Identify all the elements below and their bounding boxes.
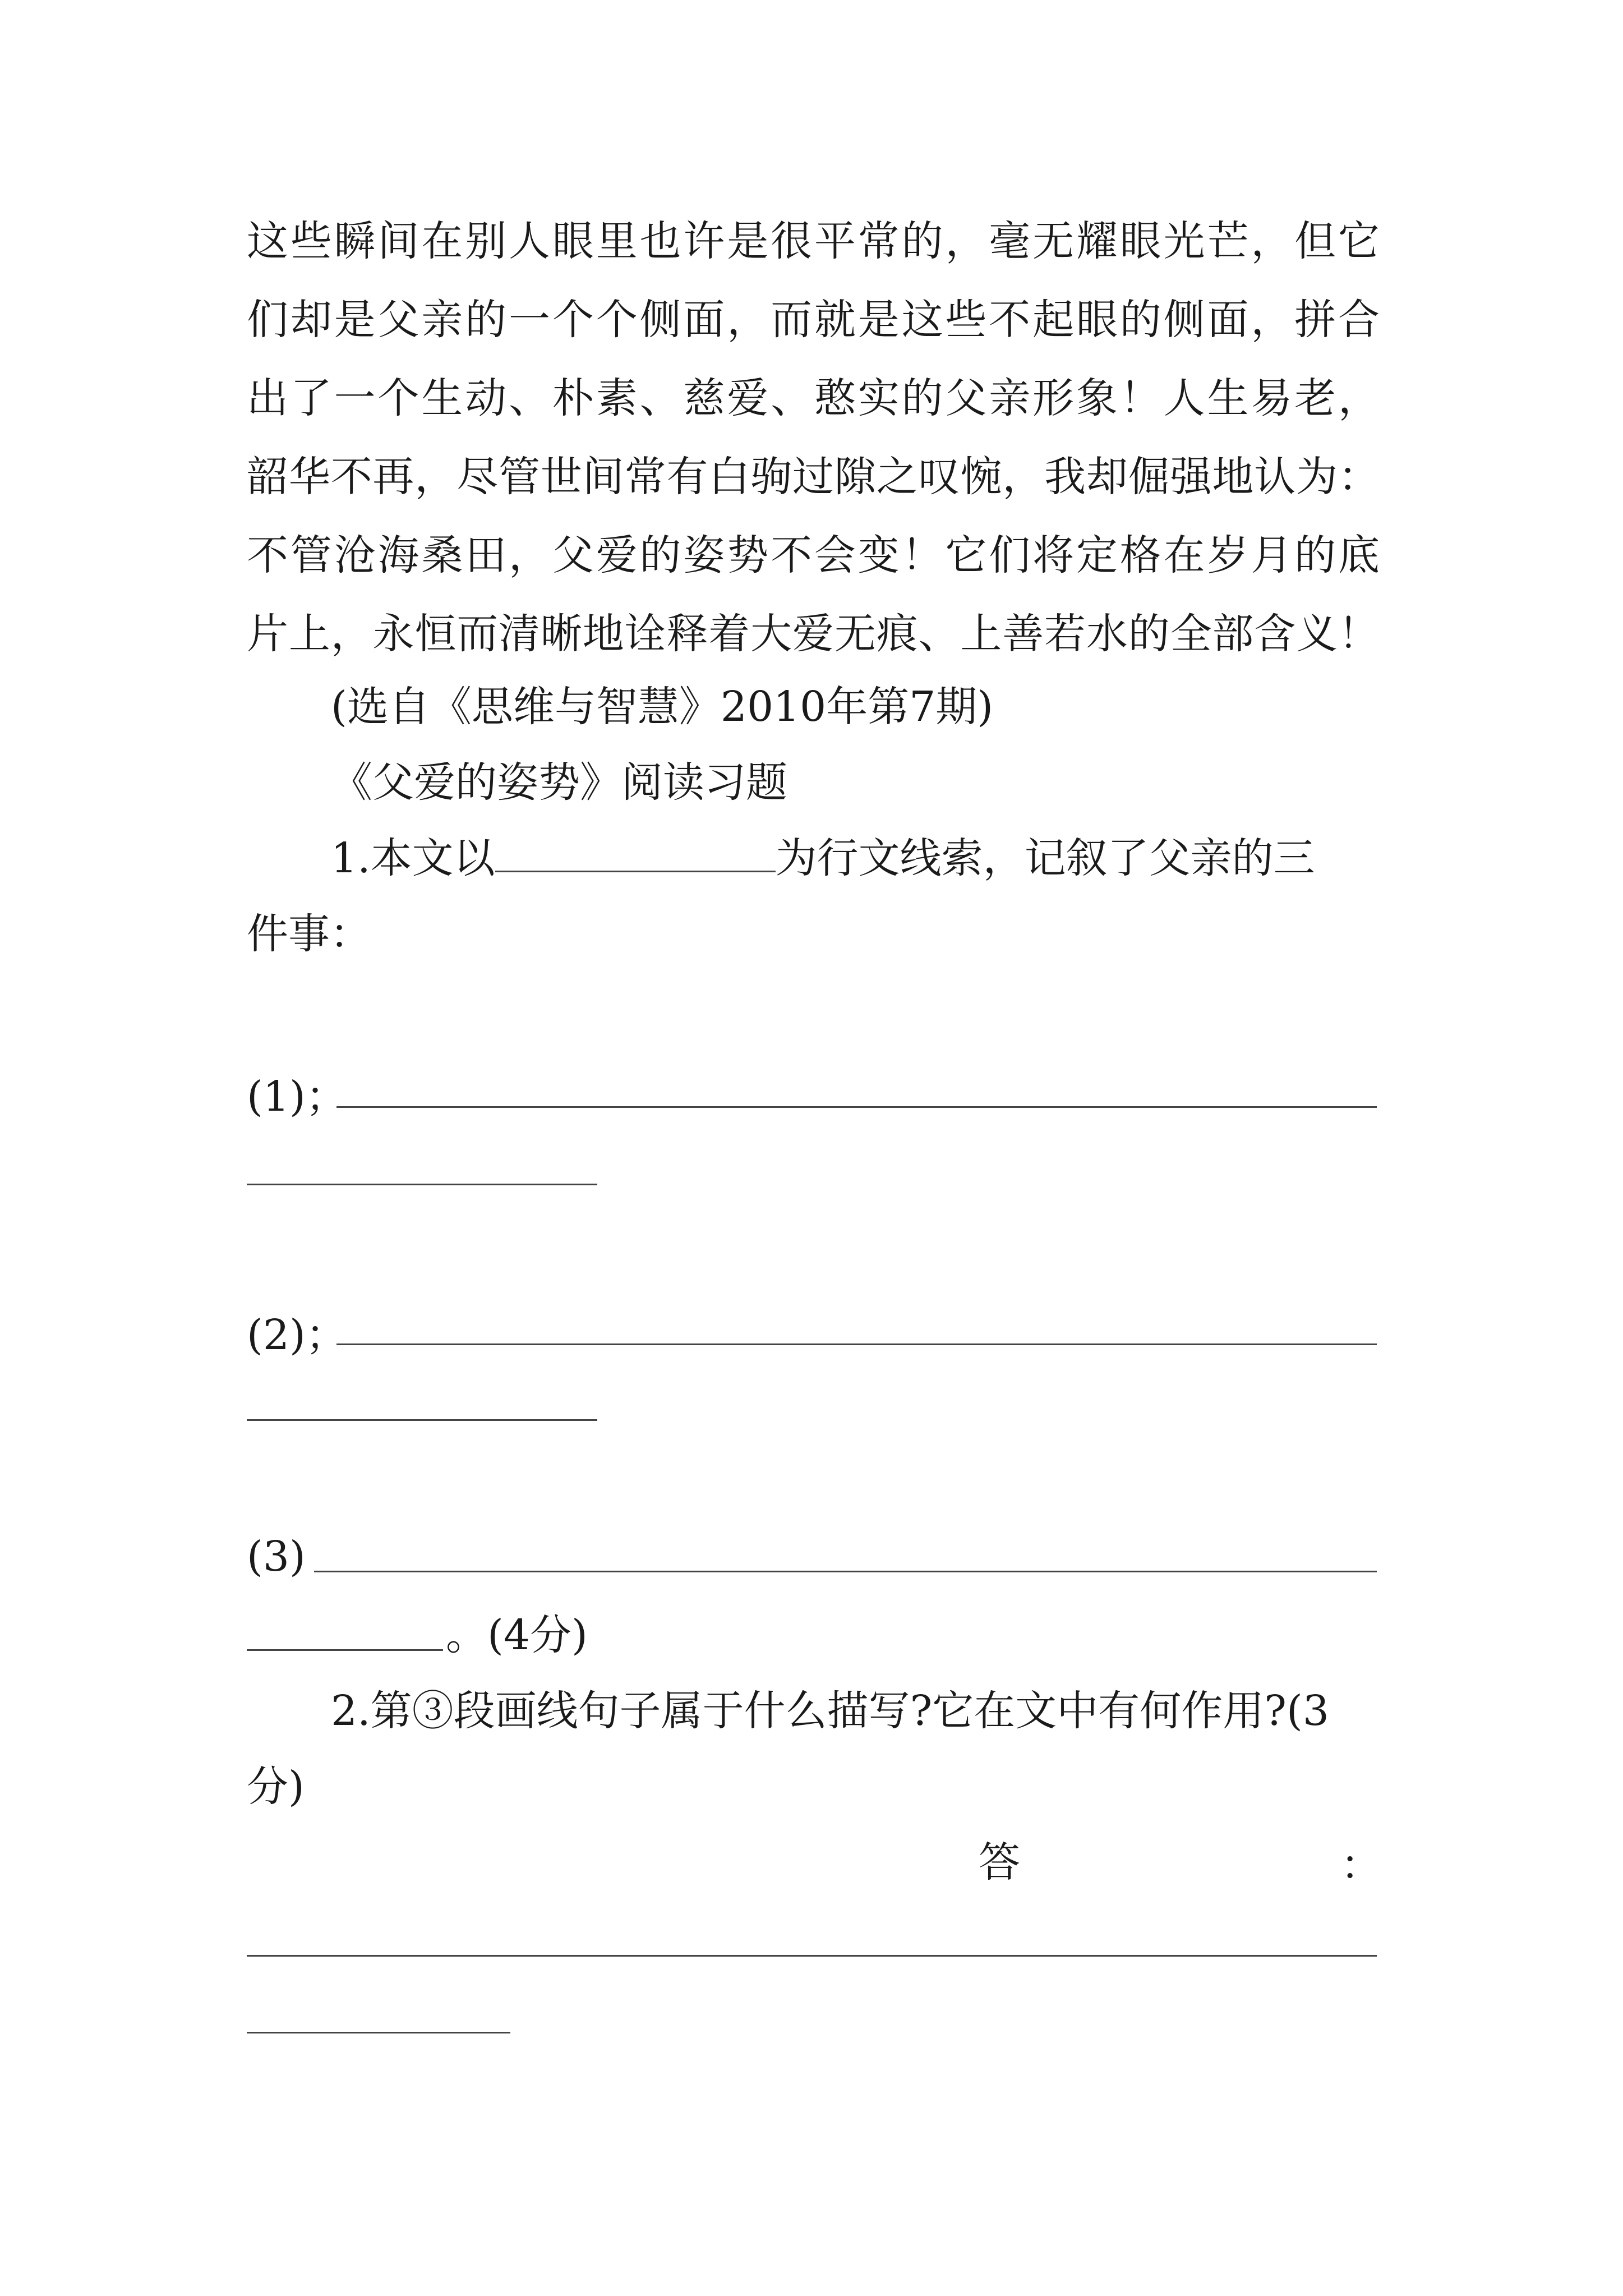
answer-line-item-1a[interactable] <box>336 1106 1377 1108</box>
answer-line-item-3b[interactable] <box>247 1649 443 1651</box>
question-1-prefix: 1.本文以 <box>331 834 495 882</box>
item-1-label: (1)； <box>247 1073 347 1121</box>
answer-line-item-2b[interactable] <box>247 1419 597 1421</box>
answer-line-item-3a[interactable] <box>314 1571 1377 1572</box>
answer-line-q2b[interactable] <box>247 2032 510 2033</box>
passage-line-4: 韶华不再，尽管世间常有白驹过隙之叹惋，我却倔强地认为： <box>247 453 1380 501</box>
question-1-score: 。(4分) <box>446 1611 588 1659</box>
question-1-continuation: 件事： <box>247 910 371 958</box>
answer-blank-clue[interactable] <box>495 867 776 872</box>
answer-label: 答 <box>979 1838 1020 1887</box>
answer-line-item-1b[interactable] <box>247 1184 597 1185</box>
answer-colon: ： <box>1340 1841 1382 1889</box>
item-3-label: (3) <box>247 1533 306 1581</box>
source-citation: (选自《思维与智慧》2010年第7期) <box>331 683 994 731</box>
question-2: 2.第③段画线句子属于什么描写?它在文中有何作用?(3 <box>331 1687 1329 1735</box>
question-1-suffix: 为行文线索，记叙了父亲的三 <box>775 834 1315 882</box>
passage-line-1: 这些瞬间在别人眼里也许是很平常的，毫无耀眼光芒，但它 <box>247 217 1380 265</box>
question-2-continuation: 分) <box>247 1763 305 1811</box>
item-2-label: (2)； <box>247 1311 347 1359</box>
passage-line-3: 出了一个生动、朴素、慈爱、憨实的父亲形象！人生易老， <box>247 374 1380 422</box>
passage-line-6: 片上，永恒而清晰地诠释着大爱无痕、上善若水的全部含义！ <box>247 610 1380 658</box>
passage-line-2: 们却是父亲的一个个侧面，而就是这些不起眼的侧面，拼合 <box>247 296 1380 344</box>
exercise-title: 《父爱的姿势》阅读习题 <box>331 758 787 807</box>
answer-line-item-2a[interactable] <box>336 1343 1377 1345</box>
answer-line-q2a[interactable] <box>247 1955 1377 1957</box>
question-1 <box>331 830 1380 886</box>
passage-line-5: 不管沧海桑田，父爱的姿势不会变！它们将定格在岁月的底 <box>247 531 1380 579</box>
